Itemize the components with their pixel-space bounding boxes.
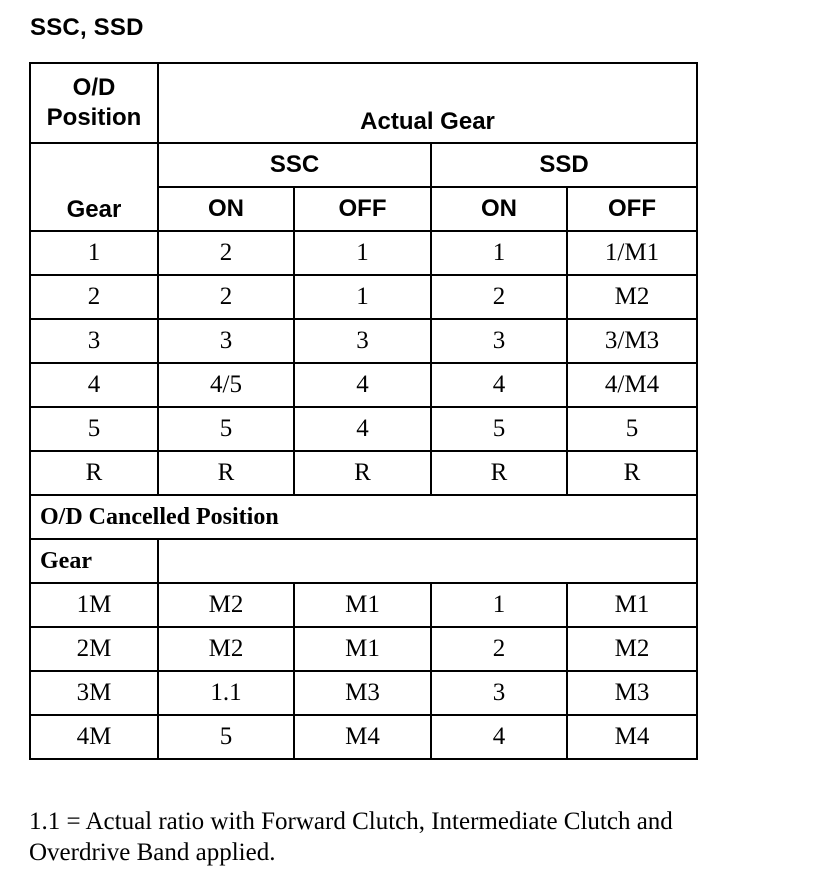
table-row xyxy=(30,451,697,495)
sub-header-ssc-off: OFF xyxy=(294,187,431,231)
cancelled-section-header: O/D Cancelled Position xyxy=(30,495,697,539)
sub-header-ssd-on: ON xyxy=(431,187,567,231)
sub-header-ssd-off: OFF xyxy=(567,187,697,231)
table-row xyxy=(30,275,697,319)
table-cell: 5 xyxy=(158,715,294,759)
table-cell: 3 xyxy=(30,319,158,363)
table-row xyxy=(30,363,697,407)
table-cell: R xyxy=(294,451,431,495)
table-cell: M3 xyxy=(567,671,697,715)
table-cell: M2 xyxy=(567,275,697,319)
od-position-header xyxy=(30,63,158,143)
table-cell: 3M xyxy=(30,671,158,715)
table-row xyxy=(30,231,697,275)
actual-gear-header: Actual Gear xyxy=(158,63,697,143)
cancelled-gear-header: Gear xyxy=(30,539,158,583)
cancelled-section-row xyxy=(30,495,697,539)
table-cell: 2 xyxy=(431,627,567,671)
table-cell: 1M xyxy=(30,583,158,627)
gear-header: Gear xyxy=(30,143,158,231)
sub-header-ssc-on: ON xyxy=(158,187,294,231)
table-cell: 4 xyxy=(30,363,158,407)
table-row xyxy=(30,627,697,671)
table-cell: 1.1 xyxy=(158,671,294,715)
table-cell: 1 xyxy=(30,231,158,275)
table-cell: 1/M1 xyxy=(567,231,697,275)
page-title: SSC, SSD xyxy=(30,14,144,41)
group-header-ssc: SSC xyxy=(158,143,431,187)
table-cell: 4 xyxy=(431,715,567,759)
table-cell: 2 xyxy=(30,275,158,319)
table-row xyxy=(30,583,697,627)
table-cell: M4 xyxy=(294,715,431,759)
table-cell: 1 xyxy=(431,231,567,275)
empty-cell xyxy=(158,539,697,583)
table-cell: 5 xyxy=(567,407,697,451)
group-header-ssd: SSD xyxy=(431,143,697,187)
table-cell: 2 xyxy=(158,231,294,275)
table-row xyxy=(30,671,697,715)
table-row xyxy=(30,319,697,363)
od-position-header-text: O/D Position xyxy=(46,74,142,131)
table-cell: 3 xyxy=(431,319,567,363)
table-cell: M2 xyxy=(567,627,697,671)
table-cell: 5 xyxy=(431,407,567,451)
table-cell: R xyxy=(567,451,697,495)
table-cell: M1 xyxy=(567,583,697,627)
table-cell: M2 xyxy=(158,627,294,671)
table-cell: 4 xyxy=(431,363,567,407)
table-cell: M2 xyxy=(158,583,294,627)
table-cell: 2 xyxy=(158,275,294,319)
table-cell: 2M xyxy=(30,627,158,671)
footnote: 1.1 = Actual ratio with Forward Clutch, Intermediate Clutch and Overdrive Band applied. xyxy=(29,808,673,866)
table-cell: 3 xyxy=(294,319,431,363)
header-row-top xyxy=(30,63,697,143)
table-cell: 4 xyxy=(294,407,431,451)
table-row xyxy=(30,715,697,759)
table-cell: M1 xyxy=(294,583,431,627)
table-row xyxy=(30,407,697,451)
table-cell: R xyxy=(158,451,294,495)
group-header-row xyxy=(30,143,697,187)
gear-table xyxy=(29,62,698,760)
table-cell: M3 xyxy=(294,671,431,715)
table-cell: 3/M3 xyxy=(567,319,697,363)
table-cell: 1 xyxy=(294,231,431,275)
table-cell: 5 xyxy=(158,407,294,451)
table-cell: R xyxy=(30,451,158,495)
table-cell: 2 xyxy=(431,275,567,319)
table-cell: 4 xyxy=(294,363,431,407)
table-cell: M1 xyxy=(294,627,431,671)
cancelled-gear-header-row xyxy=(30,539,697,583)
table-cell: R xyxy=(431,451,567,495)
table-cell: 4/5 xyxy=(158,363,294,407)
table-cell: M4 xyxy=(567,715,697,759)
table-cell: 4M xyxy=(30,715,158,759)
table-cell: 4/M4 xyxy=(567,363,697,407)
table-cell: 1 xyxy=(294,275,431,319)
table-cell: 3 xyxy=(431,671,567,715)
table-cell: 5 xyxy=(30,407,158,451)
table-cell: 3 xyxy=(158,319,294,363)
table-cell: 1 xyxy=(431,583,567,627)
